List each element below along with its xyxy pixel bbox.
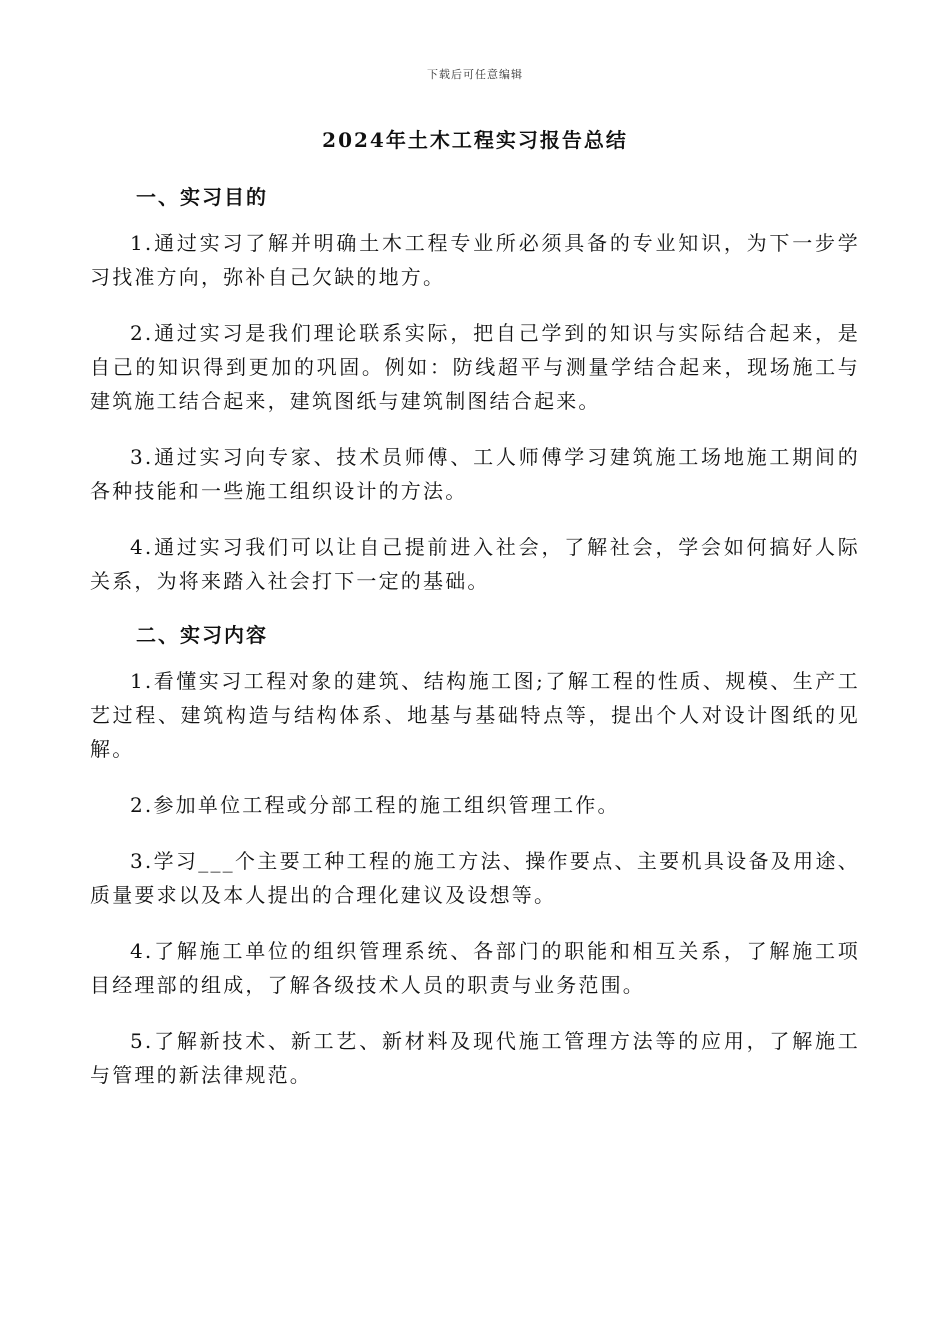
paragraph: 2.通过实习是我们理论联系实际，把自己学到的知识与实际结合起来，是自己的知识得到更加的巩固。例如：防线超平与测量学结合起来，现场施工与建筑施工结合起来，建筑图纸与建筑制图结合起来。 bbox=[90, 321, 860, 413]
paragraph: 3.学习___个主要工种工程的施工方法、操作要点、主要机具设备及用途、质量要求以及本人提出的合理化建议及设想等。 bbox=[90, 849, 860, 907]
paragraph: 1.通过实习了解并明确土木工程专业所必须具备的专业知识，为下一步学习找准方向，弥补自己欠缺的地方。 bbox=[90, 231, 860, 289]
paragraph: 2.参加单位工程或分部工程的施工组织管理工作。 bbox=[130, 793, 620, 817]
document-body bbox=[90, 168, 860, 1114]
paragraph: 4.通过实习我们可以让自己提前进入社会，了解社会，学会如何搞好人际关系，为将来踏入社会打下一定的基础。 bbox=[90, 535, 860, 593]
paragraph: 5.了解新技术、新工艺、新材料及现代施工管理方法等的应用，了解施工与管理的新法律规范。 bbox=[90, 1029, 860, 1087]
header-note: 下载后可任意编辑 bbox=[427, 68, 523, 81]
document-title: 2024年土木工程实习报告总结 bbox=[322, 128, 628, 152]
section-heading-purpose: 一、实习目的 bbox=[136, 185, 268, 209]
paragraph: 3.通过实习向专家、技术员师傅、工人师傅学习建筑施工场地施工期间的各种技能和一些施工组织设计的方法。 bbox=[90, 445, 860, 503]
section-heading-content: 二、实习内容 bbox=[136, 623, 268, 647]
paragraph: 1.看懂实习工程对象的建筑、结构施工图;了解工程的性质、规模、生产工艺过程、建筑构造与结构体系、地基与基础特点等，提出个人对设计图纸的见解。 bbox=[90, 669, 860, 761]
paragraph: 4.了解施工单位的组织管理系统、各部门的职能和相互关系，了解施工项目经理部的组成，了解各级技术人员的职责与业务范围。 bbox=[90, 939, 860, 997]
